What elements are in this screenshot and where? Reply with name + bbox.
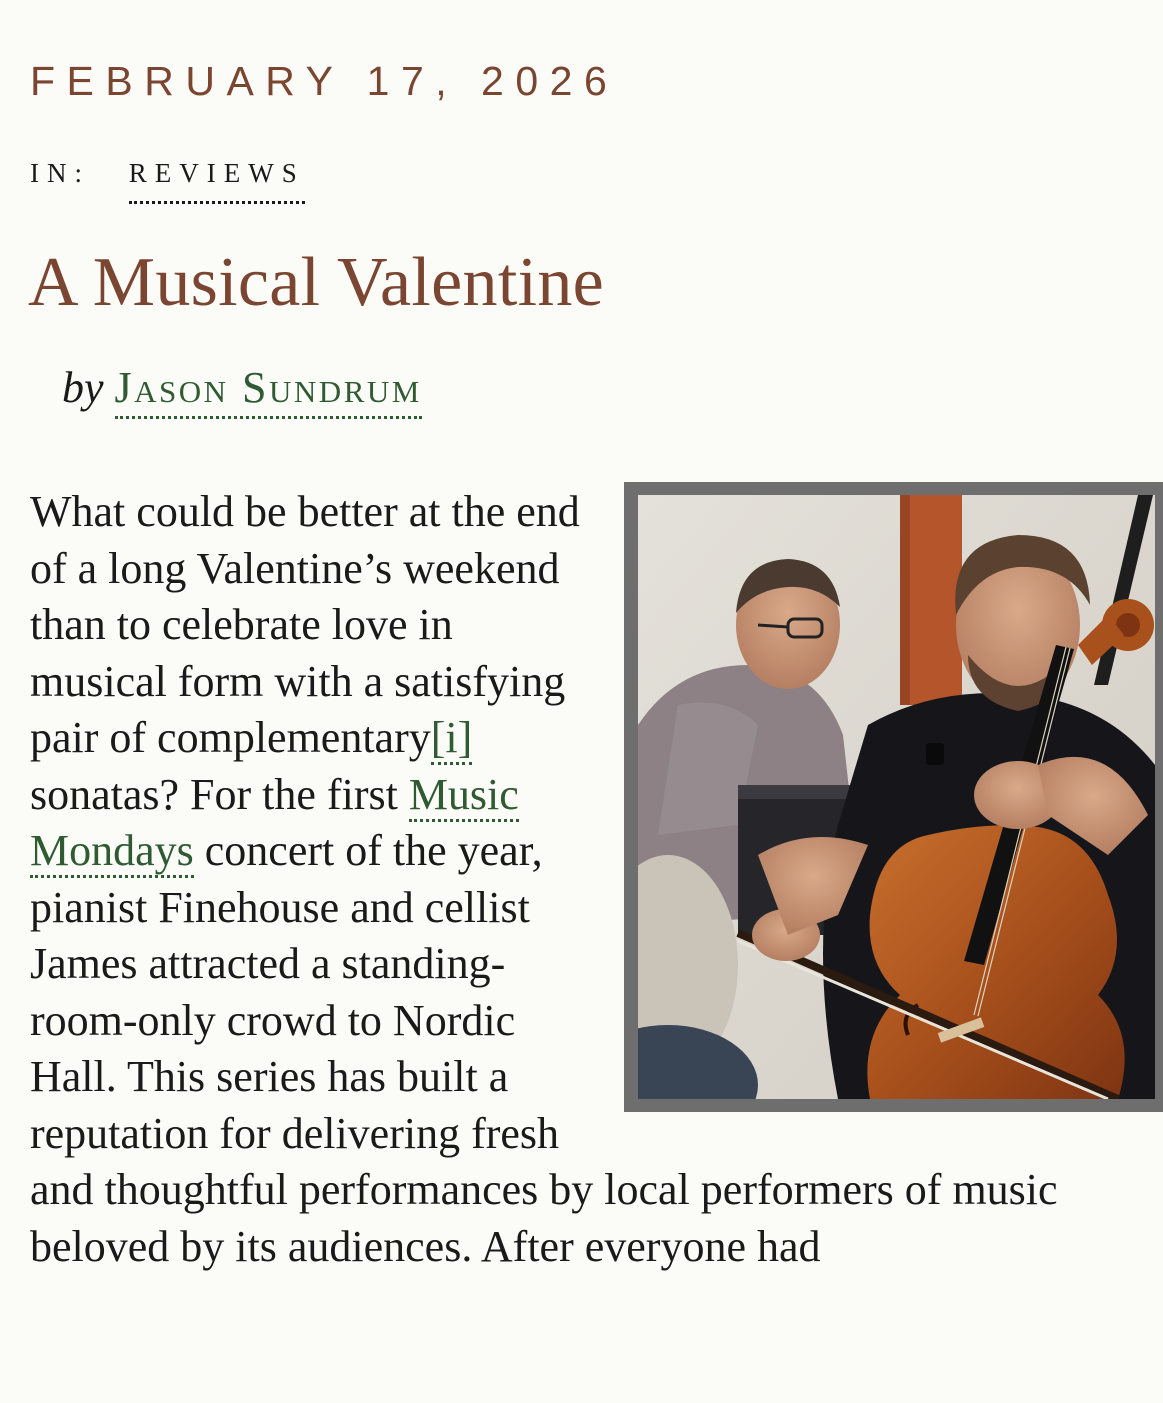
article-text-1: What could be better at the end of a long Valentine’s weekend than to celebrate love in musical form with a satisfying pair of complementary bbox=[30, 487, 580, 762]
footnote-link[interactable]: [i] bbox=[431, 713, 473, 765]
article-title: A Musical Valentine bbox=[28, 244, 604, 321]
post-date: FEBRUARY 17, 2026 bbox=[30, 58, 619, 104]
article-text-3: concert of the year, pianist Finehouse and cellist James attracted a standing-room-only crowd to Nordic Hall. This series has built a reputation for delivering fresh and thoughtful performances by local performers of music beloved by its audiences. After everyone had bbox=[30, 826, 1058, 1271]
category-row bbox=[30, 158, 305, 204]
byline bbox=[62, 362, 422, 413]
article-text-2: sonatas? For the first bbox=[30, 769, 409, 819]
article-photo-frame bbox=[624, 482, 1163, 1112]
cellist-pianist-photo bbox=[638, 495, 1155, 1099]
music-mondays-link[interactable]: Music Mondays bbox=[30, 770, 519, 879]
article-body bbox=[30, 484, 1163, 1275]
category-link-reviews[interactable]: REVIEWS bbox=[129, 158, 305, 204]
byline-prefix: by bbox=[62, 363, 104, 412]
category-prefix: IN: bbox=[30, 158, 90, 188]
author-link[interactable]: Jason Sundrum bbox=[115, 363, 422, 419]
